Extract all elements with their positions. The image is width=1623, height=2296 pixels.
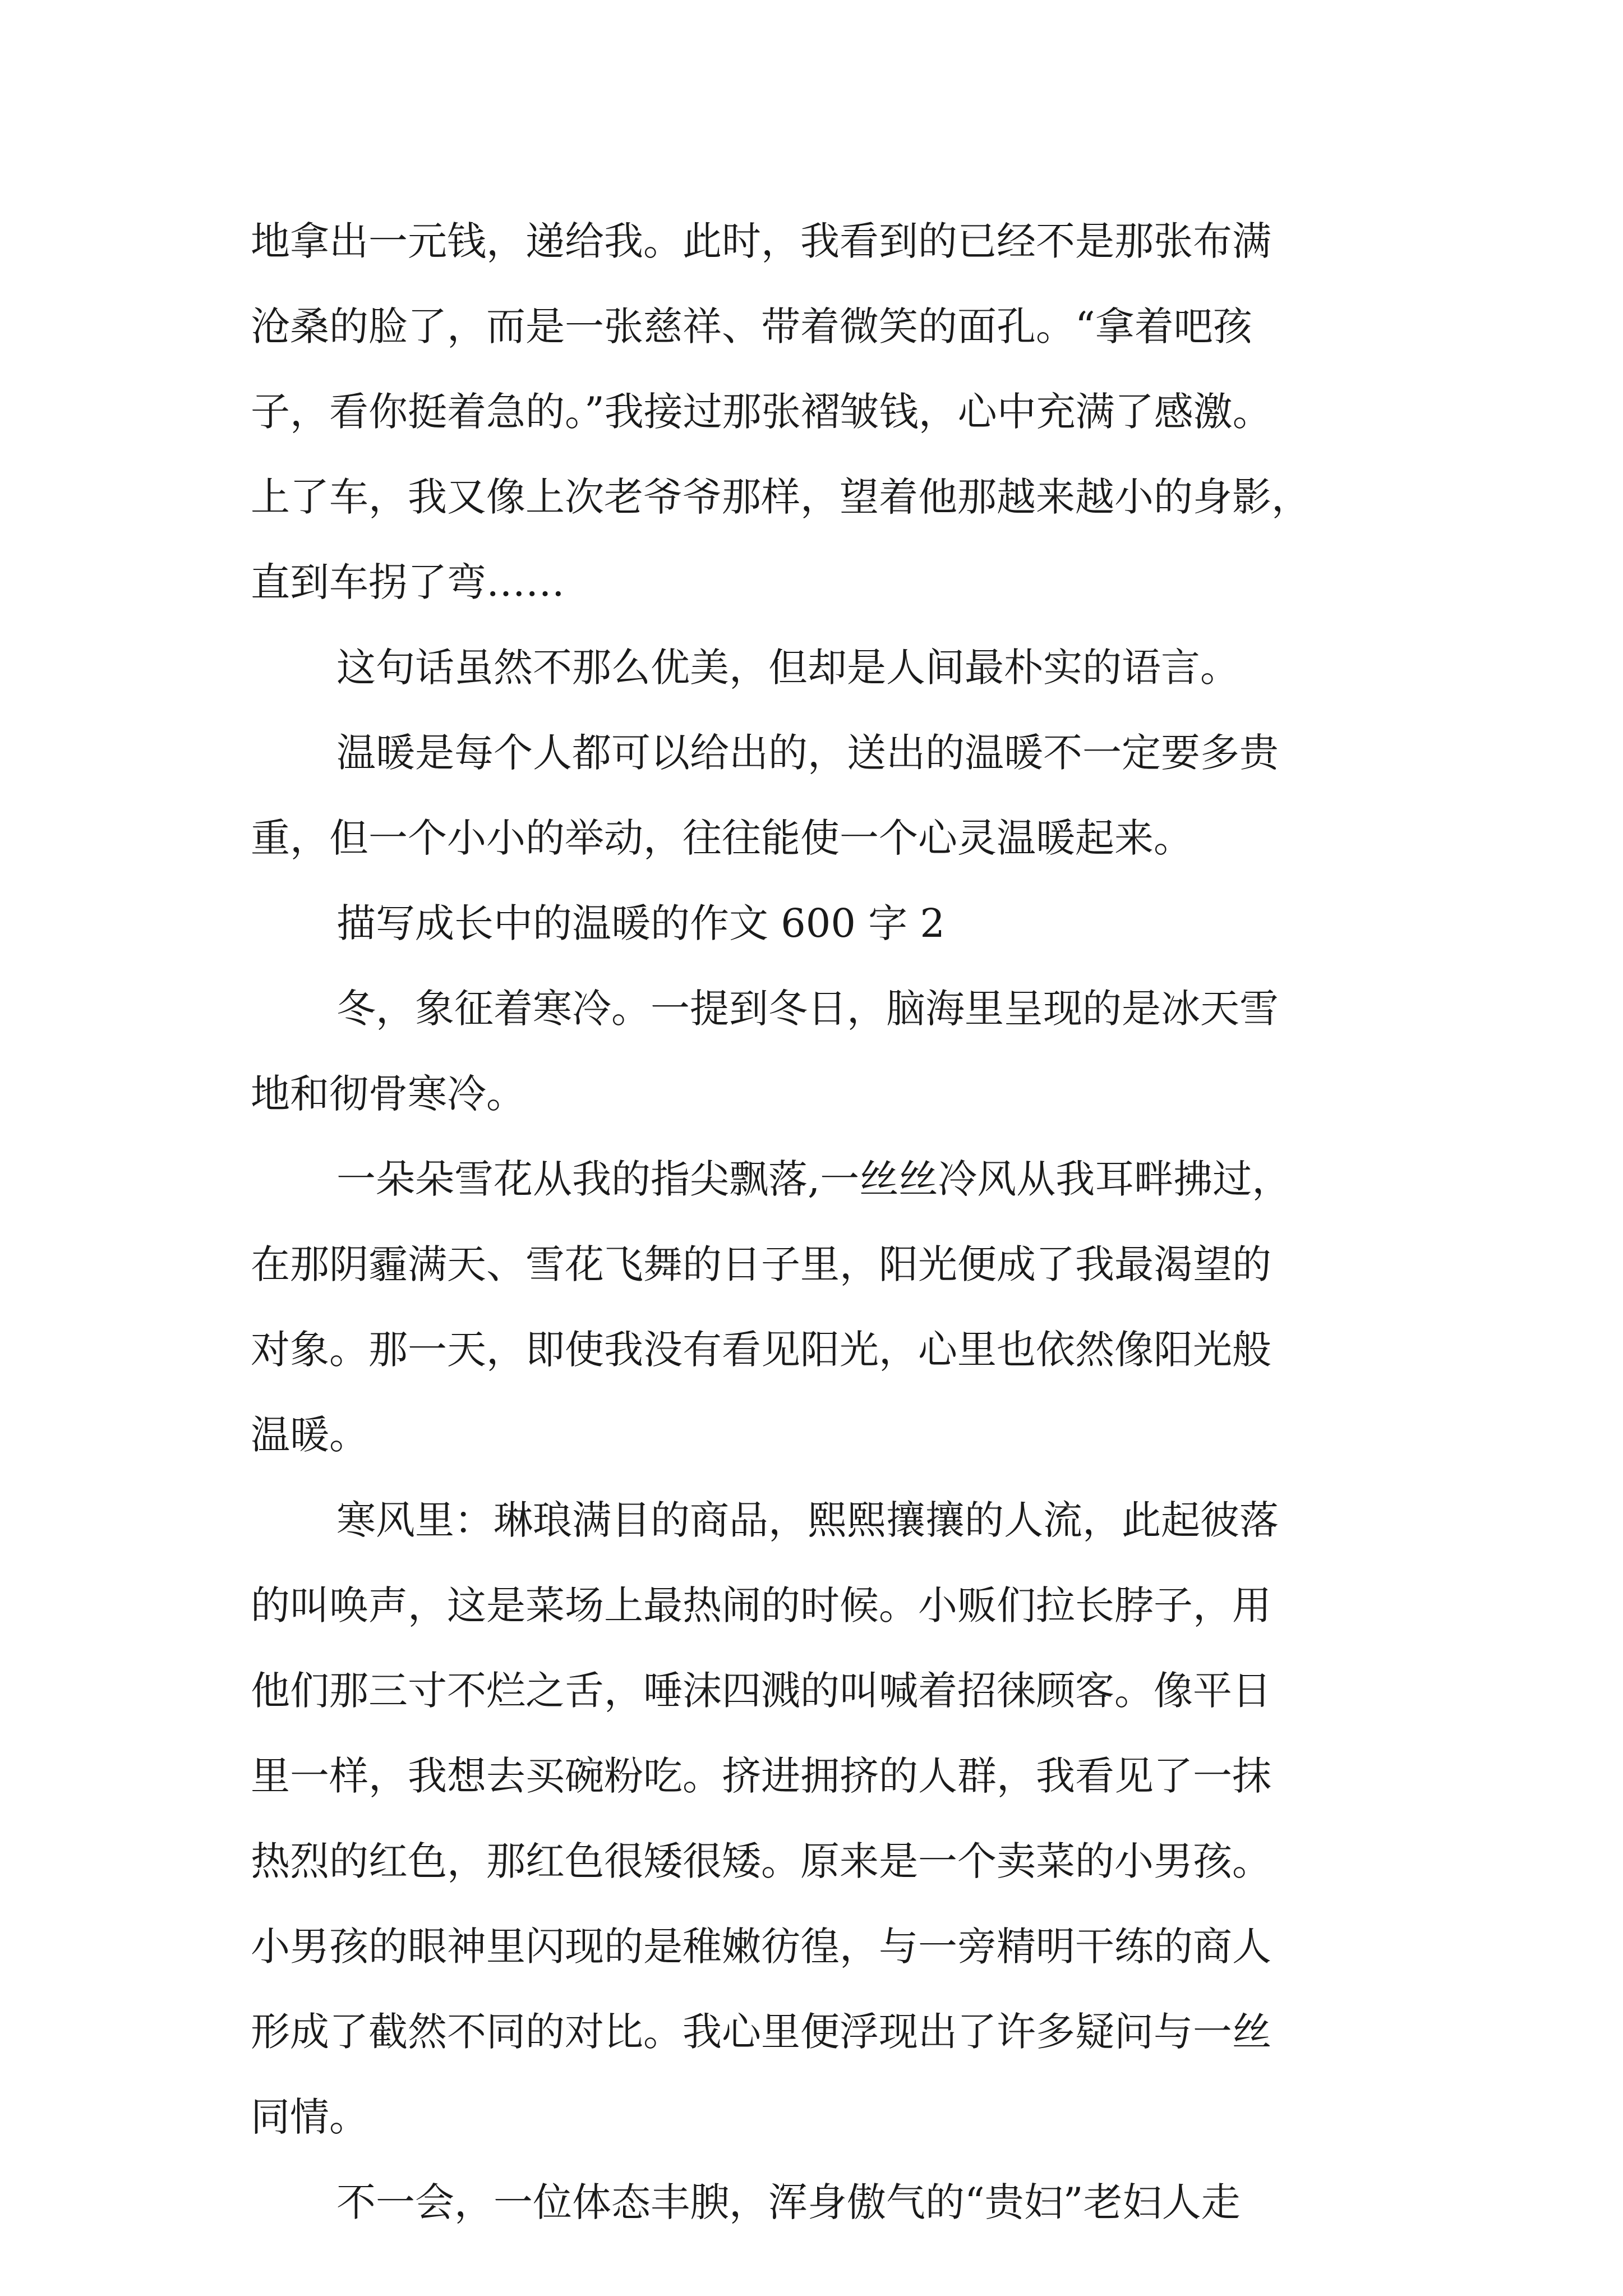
text-line: 上了车，我又像上次老爷爷那样，望着他那越来越小的身影， xyxy=(251,474,1311,520)
text-line: 他们那三寸不烂之舌，唾沫四溅的叫喊着招徕顾客。像平日 xyxy=(251,1668,1271,1714)
text-line: 温暖。 xyxy=(251,1412,368,1458)
text-line: 里一样，我想去买碗粉吃。挤进拥挤的人群，我看见了一抹 xyxy=(251,1753,1271,1799)
text-line: 冬，象征着寒冷。一提到冬日，脑海里呈现的是冰天雪 xyxy=(336,986,1279,1032)
text-line: 小男孩的眼神里闪现的是稚嫩彷徨，与一旁精明干练的商人 xyxy=(251,1924,1271,1970)
text-line: 寒风里：琳琅满目的商品，熙熙攘攘的人流，此起彼落 xyxy=(336,1497,1279,1543)
section-heading: 描写成长中的温暖的作文 600 字 2 xyxy=(336,900,945,946)
text-line: 一朵朵雪花从我的指尖飘落,一丝丝冷风从我耳畔拂过， xyxy=(336,1156,1292,1202)
text-line: 重，但一个小小的举动，往往能使一个心灵温暖起来。 xyxy=(251,815,1193,861)
text-line: 同情。 xyxy=(251,2094,368,2140)
text-line: 地拿出一元钱，递给我。此时，我看到的已经不是那张布满 xyxy=(251,218,1271,264)
text-line: 沧桑的脸了，而是一张慈祥、带着微笑的面孔。“拿着吧孩 xyxy=(251,303,1252,349)
text-line: 不一会，一位体态丰腴，浑身傲气的“贵妇”老妇人走 xyxy=(336,2179,1241,2225)
text-line: 形成了截然不同的对比。我心里便浮现出了许多疑问与一丝 xyxy=(251,2009,1271,2055)
text-line: 对象。那一天，即使我没有看见阳光，心里也依然像阳光般 xyxy=(251,1327,1271,1373)
text-line: 直到车拐了弯…… xyxy=(251,559,565,605)
text-line: 的叫唤声，这是菜场上最热闹的时候。小贩们拉长脖子，用 xyxy=(251,1582,1271,1628)
text-line: 在那阴霾满天、雪花飞舞的日子里，阳光便成了我最渴望的 xyxy=(251,1241,1271,1287)
text-line: 子，看你挺着急的。”我接过那张褶皱钱，心中充满了感激。 xyxy=(251,389,1272,435)
text-line: 这句话虽然不那么优美，但却是人间最朴实的语言。 xyxy=(336,645,1239,691)
text-line: 温暖是每个人都可以给出的，送出的温暖不一定要多贵 xyxy=(336,730,1279,776)
text-line: 地和彻骨寒冷。 xyxy=(251,1071,525,1117)
text-line: 热烈的红色，那红色很矮很矮。原来是一个卖菜的小男孩。 xyxy=(251,1838,1271,1884)
